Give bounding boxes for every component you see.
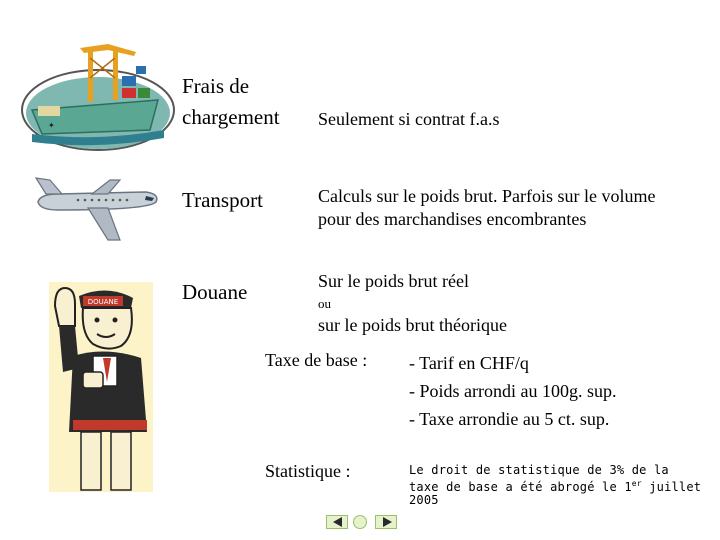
statistic-note-superscript: er xyxy=(631,479,642,488)
next-button[interactable] xyxy=(375,515,397,529)
customs-officer-panel xyxy=(49,282,153,492)
prev-button[interactable] xyxy=(326,515,348,529)
description-douane-or: ou xyxy=(318,296,331,311)
base-tax-label: Taxe de base : xyxy=(265,350,368,370)
description-douane-line-1: Sur le poids brut réel xyxy=(318,271,469,291)
statistic-note-line-1: Le droit de statistique de 3% de la xyxy=(409,463,669,477)
description-transport xyxy=(318,185,655,231)
airplane-icon xyxy=(28,168,163,248)
description-frais-de-chargement: Seulement si contrat f.a.s xyxy=(318,109,500,129)
statistic-note-line-3: 2005 xyxy=(409,493,439,507)
ship-icon xyxy=(18,38,178,153)
description-douane-line-2: sur le poids brut théorique xyxy=(318,315,507,335)
label-frais-de-chargement xyxy=(182,73,280,130)
base-tax-item-3: - Taxe arrondie au 5 ct. sup. xyxy=(409,409,610,429)
description-transport-line-1: Calculs sur le poids brut. Parfois sur le volume xyxy=(318,186,656,206)
prev-icon xyxy=(333,517,342,527)
badge-text: DOUANE xyxy=(87,298,119,306)
svg-text:✦: ✦ xyxy=(48,121,55,130)
base-tax-item-1: - Tarif en CHF/q xyxy=(409,353,529,373)
statistic-note xyxy=(409,464,701,507)
statistic-note-line-2 xyxy=(409,477,701,494)
statistic-note-line-2-b: juillet xyxy=(641,480,702,494)
label-transport: Transport xyxy=(182,188,263,212)
base-tax-items xyxy=(409,349,616,433)
label-line-1: Frais de xyxy=(182,74,250,98)
description-transport-line-2: pour des marchandises encombrantes xyxy=(318,209,587,229)
next-icon xyxy=(383,517,392,527)
base-tax-item-2: - Poids arrondi au 100g. sup. xyxy=(409,381,617,401)
statistic-note-line-2-a: taxe de base a été abrogé le 1 xyxy=(409,480,632,494)
label-douane: Douane xyxy=(182,280,248,304)
home-button[interactable] xyxy=(353,515,367,529)
statistic-label: Statistique : xyxy=(265,461,351,481)
customs-officer-icon xyxy=(49,282,153,492)
label-line-2: chargement xyxy=(182,105,280,129)
